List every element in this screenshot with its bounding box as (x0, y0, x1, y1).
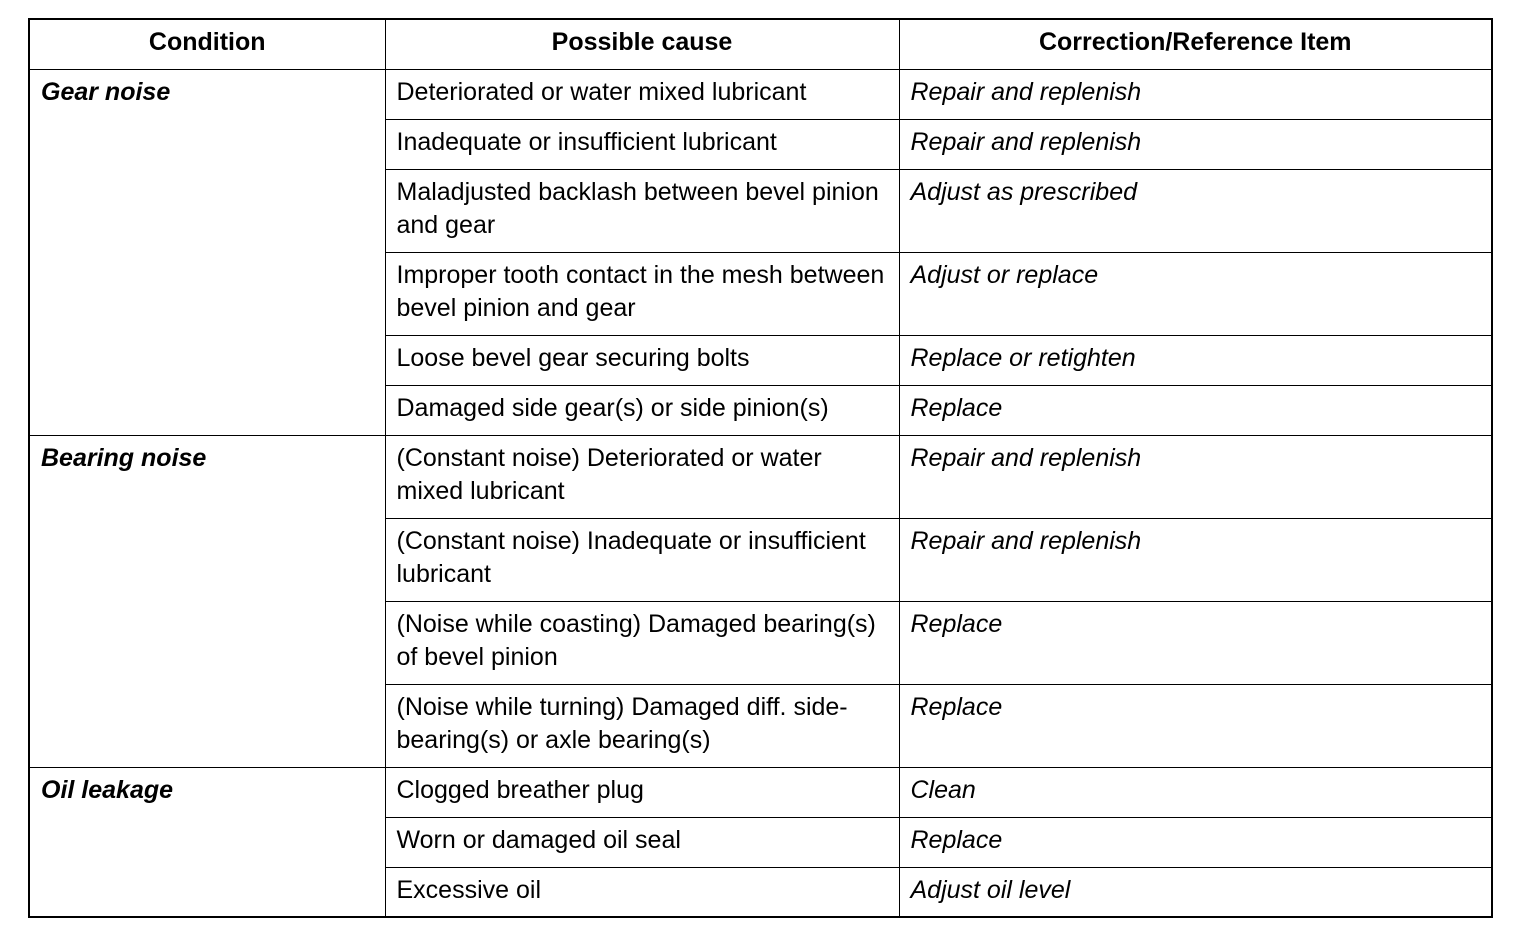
correction-cell: Replace or retighten (899, 335, 1492, 385)
cause-cell: Maladjusted backlash between bevel pinion and gear (385, 169, 899, 252)
cause-cell: Deteriorated or water mixed lubricant (385, 69, 899, 119)
correction-cell: Replace (899, 684, 1492, 767)
cause-cell: (Noise while coasting) Damaged bearing(s) of bevel pinion (385, 601, 899, 684)
cause-cell: Loose bevel gear securing bolts (385, 335, 899, 385)
cause-cell: Inadequate or insufficient lubricant (385, 119, 899, 169)
table-body (29, 69, 1492, 917)
table-row (29, 435, 1492, 518)
header-possible-cause: Possible cause (385, 19, 899, 69)
correction-cell: Replace (899, 385, 1492, 435)
cause-cell: Worn or damaged oil seal (385, 817, 899, 867)
correction-cell: Repair and replenish (899, 518, 1492, 601)
header-condition: Condition (29, 19, 385, 69)
table-row (29, 767, 1492, 817)
cause-cell: Clogged breather plug (385, 767, 899, 817)
correction-cell: Repair and replenish (899, 119, 1492, 169)
correction-cell: Adjust as prescribed (899, 169, 1492, 252)
troubleshooting-table (28, 18, 1493, 918)
correction-cell: Repair and replenish (899, 435, 1492, 518)
correction-cell: Replace (899, 601, 1492, 684)
header-correction: Correction/Reference Item (899, 19, 1492, 69)
condition-oil-leakage: Oil leakage (29, 767, 385, 917)
cause-cell: (Constant noise) Inadequate or insufficient lubricant (385, 518, 899, 601)
correction-cell: Adjust or replace (899, 252, 1492, 335)
correction-cell: Repair and replenish (899, 69, 1492, 119)
cause-cell: Damaged side gear(s) or side pinion(s) (385, 385, 899, 435)
correction-cell: Adjust oil level (899, 867, 1492, 917)
condition-bearing-noise: Bearing noise (29, 435, 385, 767)
cause-cell: Excessive oil (385, 867, 899, 917)
table-row (29, 69, 1492, 119)
table-header (29, 19, 1492, 69)
correction-cell: Replace (899, 817, 1492, 867)
header-row (29, 19, 1492, 69)
condition-gear-noise: Gear noise (29, 69, 385, 435)
cause-cell: (Constant noise) Deteriorated or water mixed lubricant (385, 435, 899, 518)
correction-cell: Clean (899, 767, 1492, 817)
cause-cell: Improper tooth contact in the mesh between bevel pinion and gear (385, 252, 899, 335)
cause-cell: (Noise while turning) Damaged diff. side-bearing(s) or axle bearing(s) (385, 684, 899, 767)
